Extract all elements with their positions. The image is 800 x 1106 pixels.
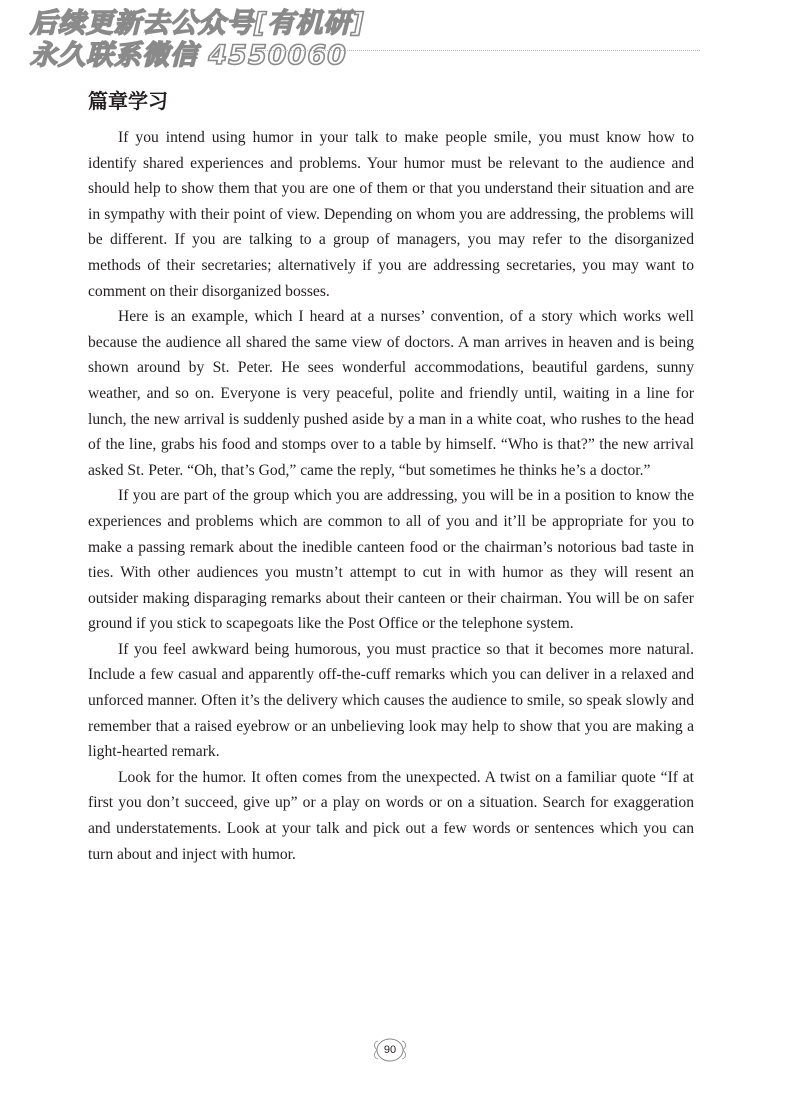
watermark-line-1: 后续更新去公众号[有机研]	[30, 8, 365, 39]
paragraph-3: If you are part of the group which you are addressing, you will be in a position to know the experiences and problems which are common to all of you and it’ll be appropriate for you to make a passing remark about the inedible canteen food or the chairman’s notorious bad taste in ties. With other audiences you mustn’t attempt to cut in with humor as they will resent an outsider making disparaging remarks about their canteen or their chairman. You will be on safer ground if you stick to scapegoats like the Post Office or the telephone system.	[88, 487, 694, 633]
watermark-line-2: 永久联系微信 4550060	[30, 40, 347, 71]
paragraph-5: Look for the humor. It often comes from the unexpected. A twist on a familiar quote “If at first you don’t succeed, give up” or a play on words or on a situation. Search for exaggeration and understatements. Look at your talk and pick out a few words or sentences which you can turn about and inject with humor.	[88, 768, 694, 863]
article-body	[88, 125, 694, 867]
page-number: 90	[383, 1044, 397, 1056]
watermark	[30, 8, 365, 72]
header-divider	[260, 50, 700, 51]
paragraph-2: Here is an example, which I heard at a nurses’ convention, of a story which works well because the audience all shared the same view of doctors. A man arrives in heaven and is being shown around by St. Peter. He sees wonderful accommodations, beautiful gardens, sunny weather, and so on. Everyone is very peaceful, polite and friendly until, waiting in a line for lunch, the new arrival is suddenly pushed aside by a man in a white coat, who rushes to the head of the line, grabs his food and stomps over to a table by himself. “Who is that?” the new arrival asked St. Peter. “Oh, that’s God,” came the reply, “but sometimes he thinks he’s a doctor.”	[88, 308, 694, 479]
paragraph-1: If you intend using humor in your talk to make people smile, you must know how to identify shared experiences and problems. Your humor must be relevant to the audience and should help to show them that you are one of them or that you understand their situation and are in sympathy with their point of view. Depending on whom you are addressing, the problems will be different. If you are talking to a group of managers, you may refer to the disorganized methods of their secretaries; alternatively if you are addressing secretaries, you may want to comment on their disorganized bosses.	[88, 129, 694, 300]
paragraph-4: If you feel awkward being humorous, you must practice so that it becomes more natural. Include a few casual and apparently off-the-cuff remarks which you can deliver in a relaxed and unforced manner. Often it’s the delivery which causes the audience to smile, so speak slowly and remember that a raised eyebrow or an unbelieving look may help to show that you are making a light-hearted remark.	[88, 640, 694, 761]
section-title: 篇章学习	[88, 89, 168, 113]
page-number-badge	[371, 1036, 409, 1064]
